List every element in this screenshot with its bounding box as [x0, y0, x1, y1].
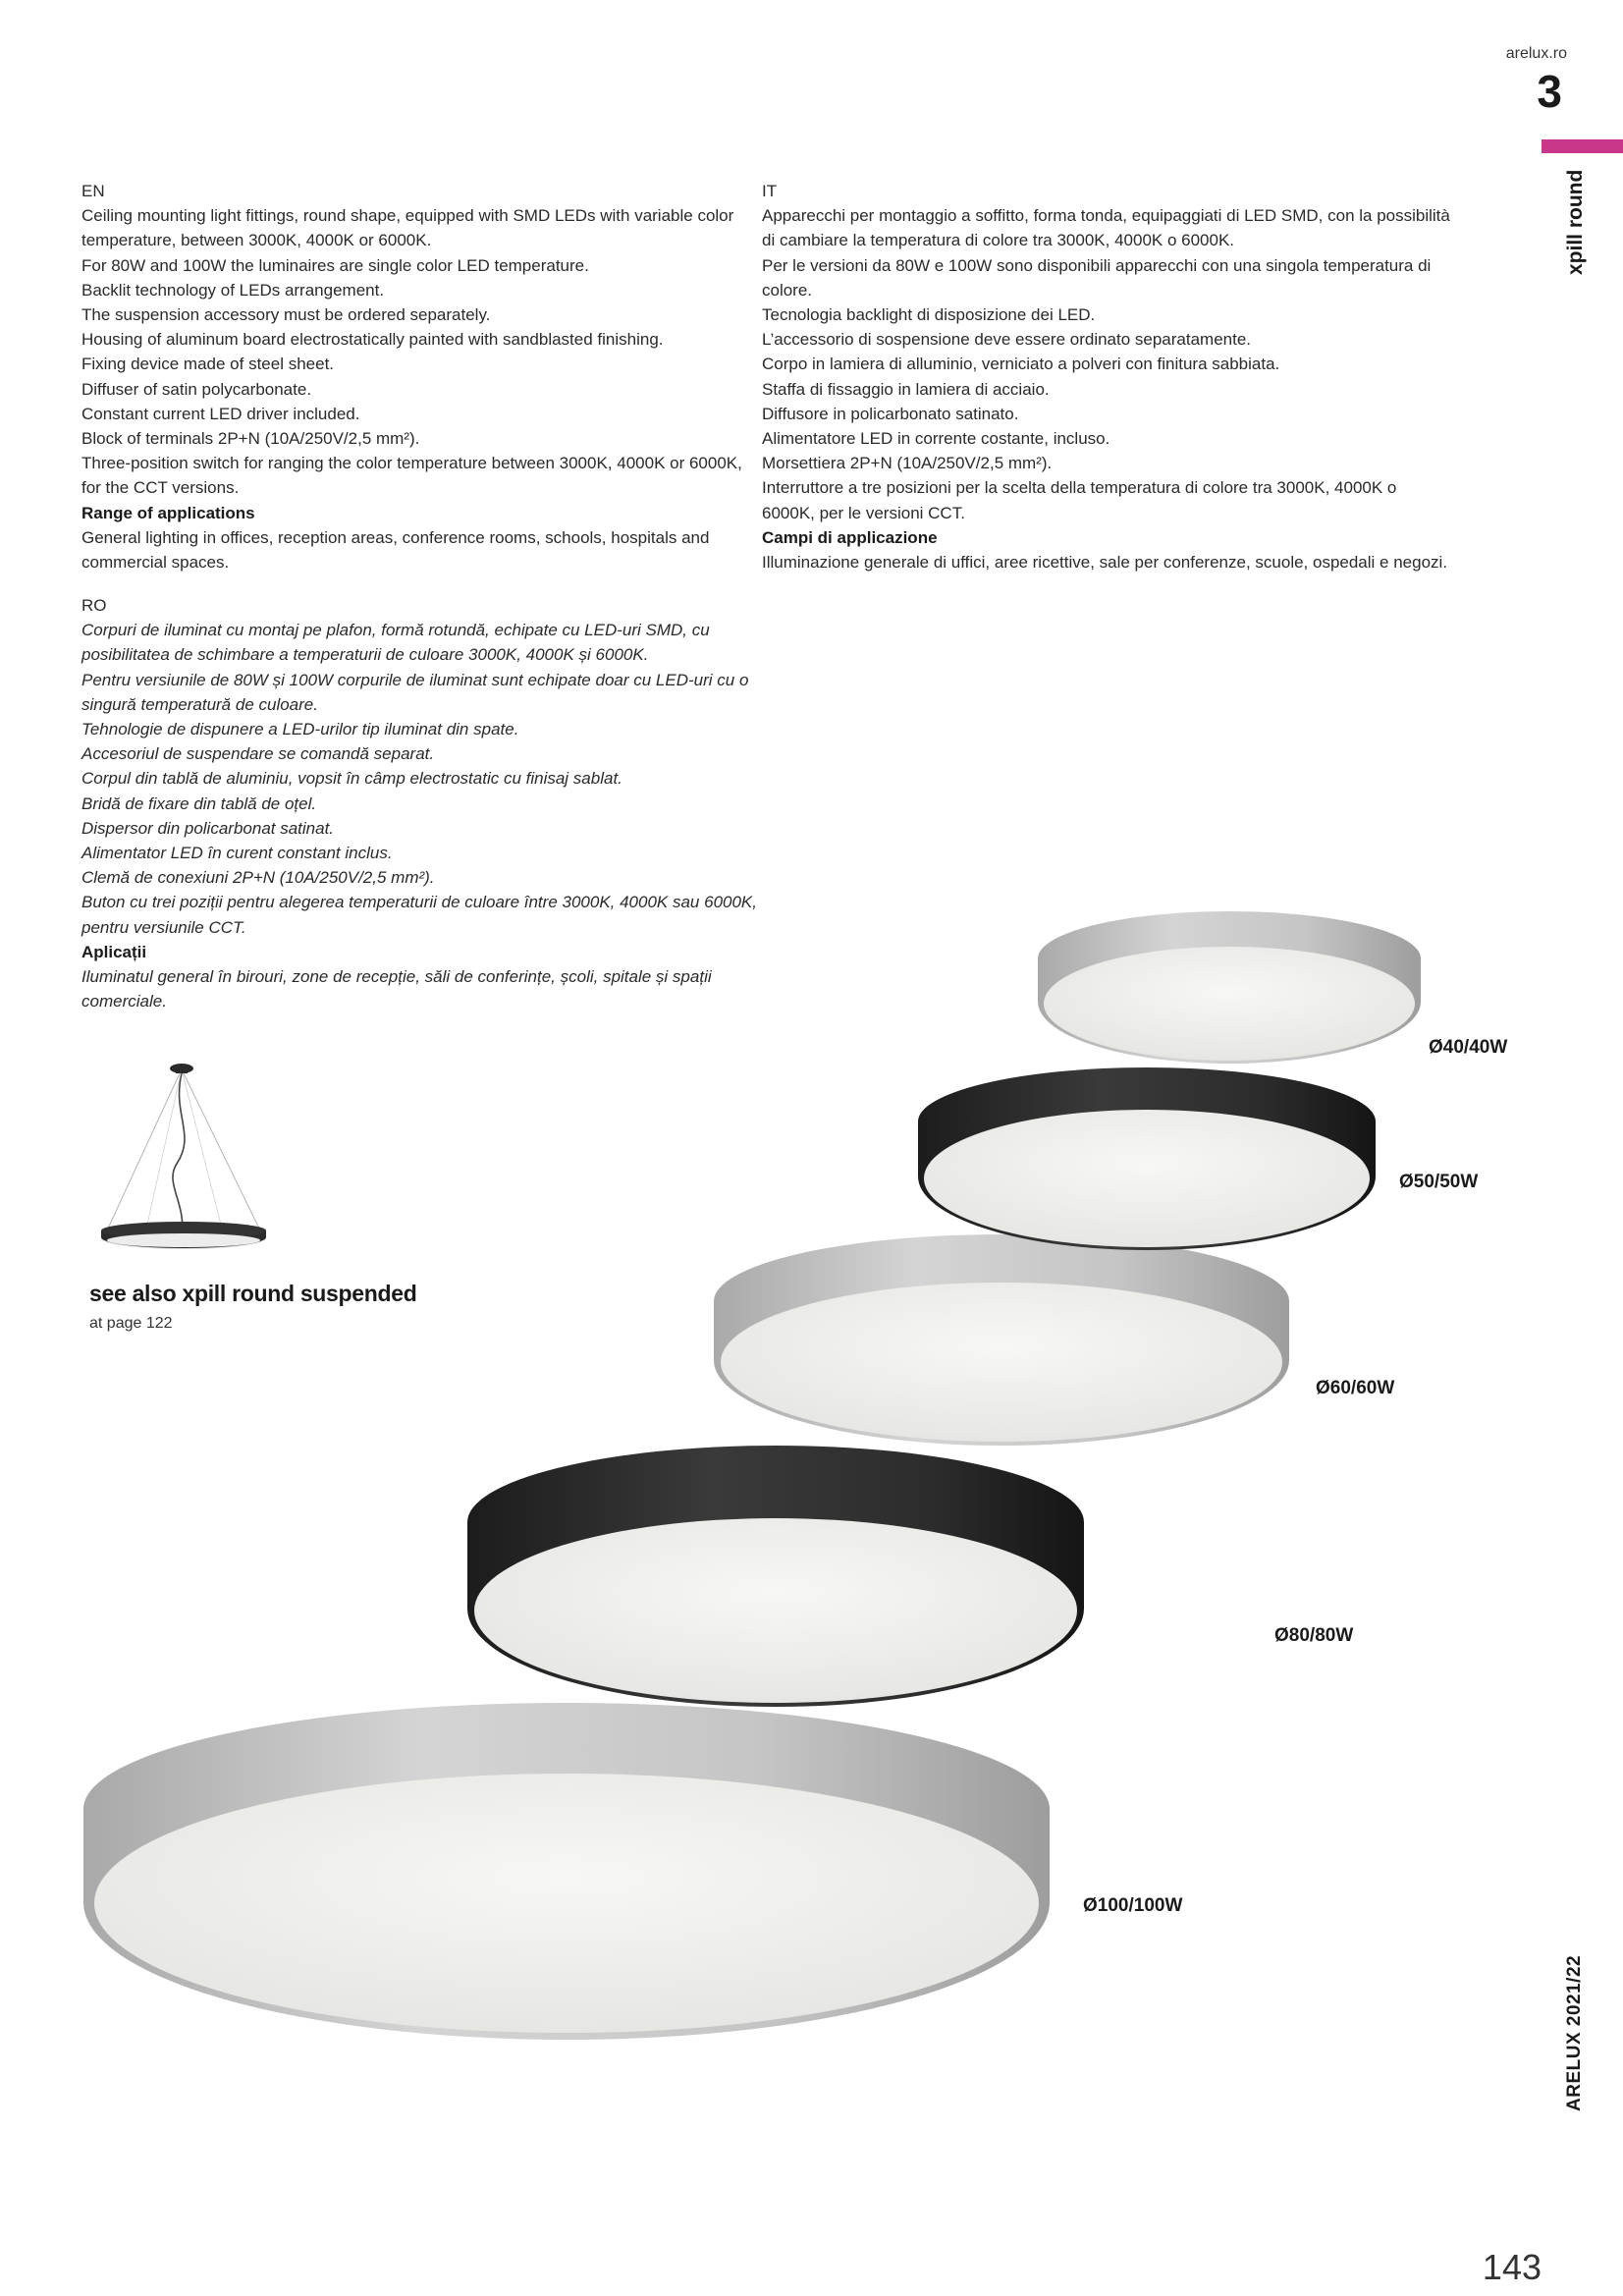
en-text-line: Fixing device made of steel sheet.	[81, 355, 335, 374]
ro-text-line: Buton cu trei poziții pentru alegerea temperaturii de culoare între 3000K, 4000K sau 6000K,	[81, 893, 757, 912]
it-section	[762, 179, 1450, 574]
ro-text-line: posibilitatea de schimbare a temperaturii de culoare 3000K, 4000K și 6000K.	[81, 645, 649, 665]
en-text-line: Backlit technology of LEDs arrangement.	[81, 280, 385, 300]
en-applications-line: commercial spaces.	[81, 553, 230, 573]
luminaire-40-image	[1038, 911, 1421, 1064]
it-text-line: di cambiare la temperatura di colore tra 3000K, 4000K o 6000K.	[762, 231, 1235, 250]
ro-applications-line: Iluminatul general în birouri, zone de recepție, săli de conferințe, școli, spitale și spații	[81, 967, 712, 987]
size-label-100: Ø100/100W	[1083, 1895, 1183, 1916]
it-text-line: 6000K, per le versioni CCT.	[762, 503, 965, 522]
page-number: 143	[1482, 2247, 1542, 2287]
it-text-line: Tecnologia backlight di disposizione dei LED.	[762, 305, 1096, 325]
it-text-line: Staffa di fissaggio in lamiera di acciaio.	[762, 379, 1050, 399]
size-label-50: Ø50/50W	[1399, 1172, 1479, 1192]
ro-text-line: Accesoriul de suspendare se comandă separat.	[81, 744, 435, 764]
en-lang-label: EN	[81, 182, 105, 200]
luminaire-100-image	[83, 1703, 1050, 2040]
it-text-line: L’accessorio di sospensione deve essere ordinato separatamente.	[762, 330, 1252, 350]
it-text-line: Alimentatore LED in corrente costante, incluso.	[762, 429, 1110, 449]
size-label-80: Ø80/80W	[1274, 1625, 1354, 1646]
ro-text-line: Clemă de conexiuni 2P+N (10A/250V/2,5 mm²).	[81, 868, 435, 888]
suspended-lamp-image	[93, 1056, 280, 1267]
luminaire-50-image	[918, 1067, 1376, 1250]
ro-text-line: singură temperatură de culoare.	[81, 694, 318, 714]
en-text-line: Ceiling mounting light fittings, round shape, equipped with SMD LEDs with variable color	[81, 206, 734, 226]
it-text-line: colore.	[762, 280, 813, 300]
it-applications-line: Illuminazione generale di uffici, aree ricettive, sale per conferenze, scuole, ospedali e negozi.	[762, 553, 1448, 573]
en-text-line: for the CCT versions.	[81, 478, 240, 498]
chapter-accent-bar	[1542, 139, 1623, 153]
en-text-line: temperature, between 3000K, 4000K or 6000K.	[81, 231, 432, 250]
en-applications-line: General lighting in offices, reception areas, conference rooms, schools, hospitals and	[81, 527, 710, 547]
en-text-line: Housing of aluminum board electrostatically painted with sandblasted finishing.	[81, 330, 664, 350]
en-text-line: Diffuser of satin polycarbonate.	[81, 379, 312, 399]
ro-text-line: Dispersor din policarbonat satinat.	[81, 818, 335, 838]
ro-text-line: Corpul din tablă de aluminiu, vopsit în câmp electrostatic cu finisaj sablat.	[81, 769, 622, 789]
ro-text-line: Tehnologie de dispunere a LED-urilor tip iluminat din spate.	[81, 720, 519, 739]
ro-text-line: Pentru versiunile de 80W și 100W corpurile de iluminat sunt echipate doar cu LED-uri cu o	[81, 670, 749, 689]
ro-applications-line: comerciale.	[81, 992, 167, 1011]
ro-text-line: Bridă de fixare din tablă de oțel.	[81, 793, 317, 813]
it-text-line: Morsettiera 2P+N (10A/250V/2,5 mm²).	[762, 454, 1053, 473]
en-text-line: Constant current LED driver included.	[81, 404, 360, 423]
ro-applications-title: Aplicații	[81, 942, 147, 961]
en-applications-title: Range of applications	[81, 503, 255, 522]
see-also-page: at page 122	[89, 1315, 173, 1332]
chapter-number: 3	[1537, 66, 1562, 117]
en-section	[81, 179, 742, 574]
ro-section	[81, 593, 757, 1013]
luminaire-80-image	[467, 1446, 1084, 1707]
it-lang-label: IT	[762, 182, 778, 200]
it-text-line: Interruttore a tre posizioni per la scelta della temperatura di colore tra 3000K, 4000K o	[762, 478, 1397, 498]
luminaire-60-image	[714, 1234, 1289, 1446]
it-text-line: Corpo in lamiera di alluminio, verniciato a polveri con finitura sabbiata.	[762, 355, 1280, 374]
it-text-line: Per le versioni da 80W e 100W sono disponibili apparecchi con una singola temperatura di	[762, 255, 1432, 275]
en-text-line: Block of terminals 2P+N (10A/250V/2,5 mm²).	[81, 429, 420, 449]
ro-lang-label: RO	[81, 596, 107, 615]
size-label-60: Ø60/60W	[1316, 1378, 1395, 1398]
en-text-line: The suspension accessory must be ordered separately.	[81, 305, 491, 325]
side-title: xpill round	[1564, 169, 1587, 275]
ro-text-line: pentru versiunile CCT.	[81, 917, 246, 937]
it-text-line: Apparecchi per montaggio a soffitto, forma tonda, equipaggiati di LED SMD, con la possibilità	[762, 206, 1450, 226]
en-text-line: For 80W and 100W the luminaires are single color LED temperature.	[81, 255, 589, 275]
en-text-line: Three-position switch for ranging the color temperature between 3000K, 4000K or 6000K,	[81, 454, 742, 473]
ro-text-line: Alimentator LED în curent constant inclus.	[81, 844, 393, 863]
ro-text-line: Corpuri de iluminat cu montaj pe plafon, formă rotundă, echipate cu LED-uri SMD, cu	[81, 621, 710, 640]
site-url: arelux.ro	[1505, 45, 1567, 62]
it-applications-title: Campi di applicazione	[762, 527, 938, 547]
brand-year-footer: ARELUX 2021/22	[1564, 1954, 1585, 2111]
it-text-line: Diffusore in policarbonato satinato.	[762, 404, 1019, 423]
size-label-40: Ø40/40W	[1429, 1037, 1508, 1058]
see-also-title: see also xpill round suspended	[89, 1281, 417, 1306]
